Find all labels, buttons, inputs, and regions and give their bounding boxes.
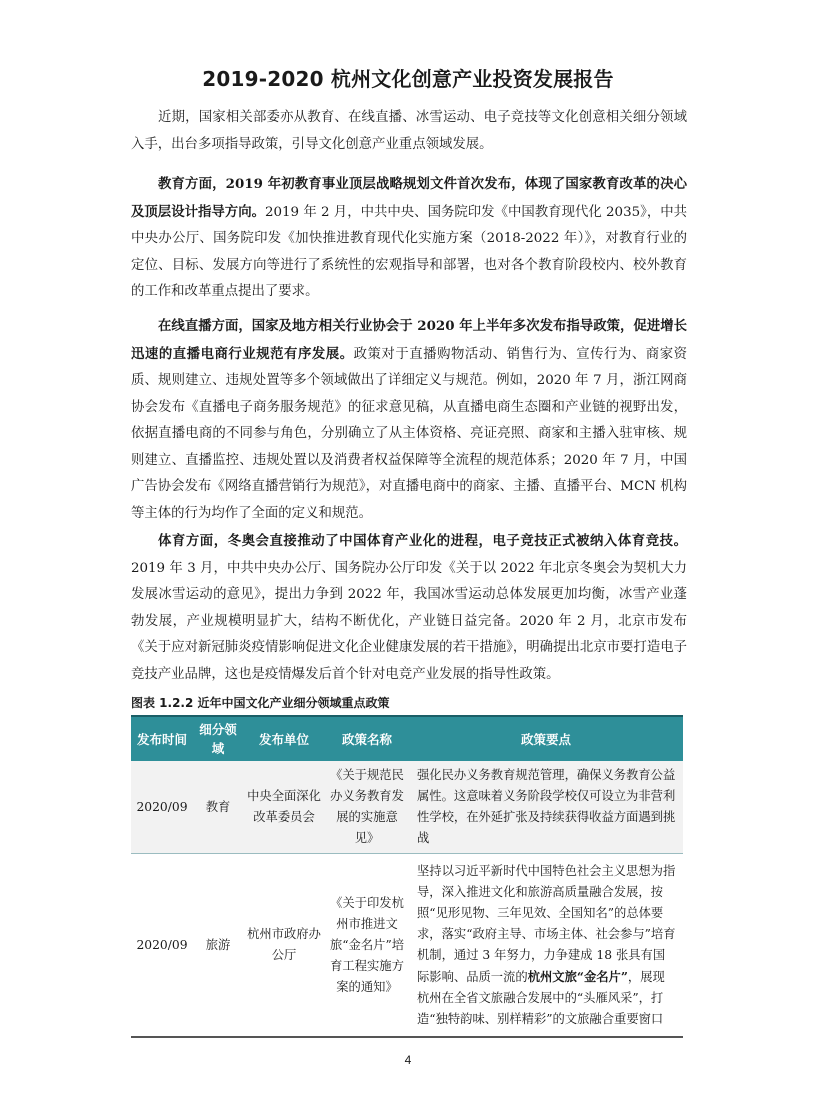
sports-paragraph bbox=[131, 528, 687, 688]
cell-issuer: 中央全面深化改革委员会 bbox=[243, 761, 325, 854]
cell-policy: 《关于印发杭州市推进文旅“金名片”培育工程实施方案的通知》 bbox=[325, 854, 409, 1038]
table-row bbox=[131, 854, 683, 1038]
sports-lead: 体育方面，冬奥会直接推动了中国体育产业化的进程，电子竞技正式被纳入体育竞技。 bbox=[158, 533, 687, 549]
education-body: 2019 年 2 月，中共中央、国务院印发《中国教育现代化 2035》，中共中央办公厅、国务院印发《加快推进教育现代化实施方案（2018-2022 年）》，对教育行业的定位、目标、发展方向等进行了系统性的宏观指导和部署，也对各个教育阶段校内、校外教育的工作和改革重点提出了要求。 bbox=[131, 204, 688, 299]
header-issuer: 发布单位 bbox=[243, 716, 325, 761]
table-caption: 图表 1.2.2 近年中国文化产业细分领域重点政策 bbox=[131, 696, 390, 710]
live-streaming-lead: 在线直播方面，国家及地方相关行业协会于 2020 年上半年多次发布指导政策，促进增长迅速的直播电商行业规范有序发展。 bbox=[131, 318, 687, 362]
intro-paragraph: 近期，国家相关部委亦从教育、在线直播、冰雪运动、电子竞技等文化创意相关细分领域入手，出台多项指导政策，引导文化创意产业重点领域发展。 bbox=[131, 110, 687, 152]
education-paragraph bbox=[131, 171, 687, 306]
policy-table bbox=[131, 715, 683, 1038]
live-streaming-paragraph bbox=[131, 313, 687, 527]
header-date: 发布时间 bbox=[131, 716, 193, 761]
header-points: 政策要点 bbox=[409, 716, 683, 761]
live-streaming-body: 政策对于直播购物活动、销售行为、宣传行为、商家资质、规则建立、违规处置等多个领域做出了详细定义与规范。例如，2020 年 7 月，浙江网商协会发布《直播电子商务服务规范》的征求意见稿，从直播电商生态圈和产业链的视野出发，依据直播电商的不同参与角色，分别确立了从主体资格、亮证亮照、商家和主播入驻审核、规则建立、直播监控、违规处置以及消费者权益保障等全流程的规范体系；2020 年 7 月，中国广告协会发布《网络直播营销行为规范》，对直播电商中的商家、主播、直播平台、MCN 机构等主体的行为均作了全面的定义和规范。 bbox=[131, 346, 687, 521]
cell-points: 强化民办义务教育规范管理，确保义务教育公益属性。这意味着义务阶段学校仅可设立为非营利性学校，在外延扩张及持续获得收益方面遇到挑战 bbox=[409, 761, 683, 854]
cell-points bbox=[409, 854, 683, 1038]
cell-policy: 《关于规范民办义务教育发展的实施意见》 bbox=[325, 761, 409, 854]
cell-date: 2020/09 bbox=[131, 761, 193, 854]
cell-date: 2020/09 bbox=[131, 854, 193, 1038]
header-field: 细分领域 bbox=[193, 716, 243, 761]
cell-field: 教育 bbox=[193, 761, 243, 854]
header-policy: 政策名称 bbox=[325, 716, 409, 761]
table-header-row bbox=[131, 716, 683, 761]
sports-body: 2019 年 3 月，中共中央办公厅、国务院办公厅印发《关于以 2022 年北京冬奥会为契机大力发展冰雪运动的意见》，提出力争到 2022 年，我国冰雪运动总体发展更加均衡，冰雪产业蓬勃发展，产业规模明显扩大，结构不断优化，产业链日益完备。2020 年 2 月，北京市发布《关于应对新冠肺炎疫情影响促进文化企业健康发展的若干措施》，明确提出北京市要打造电子竞技产业品牌，这也是疫情爆发后首个针对电竞产业发展的指导性政策。 bbox=[131, 560, 687, 682]
table-row bbox=[131, 761, 683, 854]
education-lead: 教育方面，2019 年初教育事业顶层战略规划文件首次发布，体现了国家教育改革的决心及顶层设计指导方向。 bbox=[131, 176, 687, 220]
points-text-post: ，展现杭州在全省文旅融合发展中的“头雁风采”，打造“独特韵味、别样精彩”的文旅融合重要窗口 bbox=[417, 969, 665, 1026]
page-number: 4 bbox=[404, 1053, 412, 1067]
cell-issuer: 杭州市政府办公厅 bbox=[243, 854, 325, 1038]
points-text-pre: 坚持以习近平新时代中国特色社会主义思想为指导，深入推进文化和旅游高质量融合发展，按照“见形见物、三年见效、全国知名”的总体要求，落实“政府主导、市场主体、社会参与”培育机制，通过 3 年努力，力争建成 18 张具有国际影响、品质一流的 bbox=[417, 863, 676, 984]
cell-field: 旅游 bbox=[193, 854, 243, 1038]
page-title: 2019-2020 杭州文化创意产业投资发展报告 bbox=[202, 67, 614, 91]
points-highlight: 杭州文旅“金名片” bbox=[527, 968, 628, 984]
